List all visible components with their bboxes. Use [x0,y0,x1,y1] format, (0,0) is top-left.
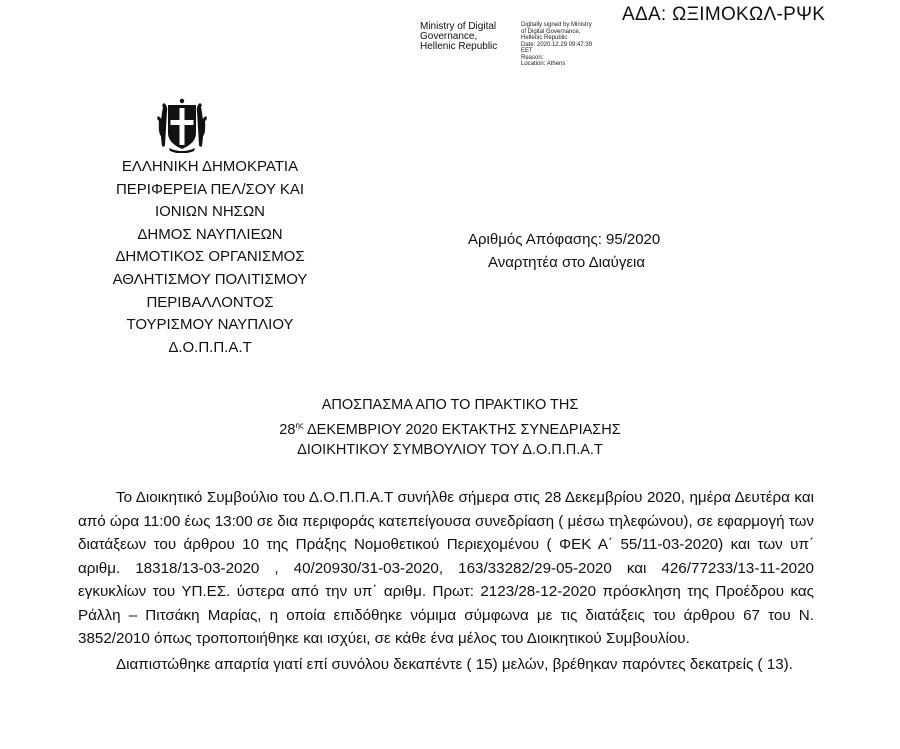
issuer-line: ΑΘΛΗΤΙΣΜΟΥ ΠΟΛΙΤΙΣΜΟΥ [112,270,308,288]
meeting-description: ΔΕΚΕΜΒΡΙΟΥ 2020 ΕΚΤΑΚΤΗΣ ΣΥΝΕΔΡΙΑΣΗΣ [303,421,621,438]
signer-line: Governance, [420,31,478,42]
extract-title-line: ΑΠΟΣΠΑΣΜΑ ΑΠΟ ΤΟ ΠΡΑΚΤΙΚΟ ΤΗΣ [321,397,579,413]
signature-signer [420,22,520,52]
body-paragraph: Το Διοικητικό Συμβούλιο του Δ.Ο.Π.Π.Α.Τ συνήλθε σήμερα στις 28 Δεκεμβρίου 2020, ημέρα Δευτέρα και από ώρα 11:00 έως 13:00 σε δια περιφοράς κατεπείγουσα συνεδρίαση ( μέσω τηλεφώνου), σε εφαρμογή των διατάξεων του άρθρου 10 της Πράξης Νομοθετικού Περιεχομένου ( ΦΕΚ Α΄ 55/11-03-2020) και των υπ΄ αριθμ. 18318/13-03-2020 , 40/20930/31-03-2020, 163/33282/29-05-2020 και 426/77233/13-11-2020 εγκυκλίων του ΥΠ.ΕΣ. ύστερα από την υπ΄ αριθμ. Πρωτ: 2123/28-12-2020 πρόσκληση της Προέδρου κας Ράλλη – Πιτσάκη Μαρίας, η οποία επιδόθηκε νόμιμα σύμφωνα με τις διατάξεις του άρθρου 67 του Ν. 3852/2010 όπως τροποποιήθηκε και ισχύει, σε κάθε ένα μέλος του Διοικητικού Συμβουλίου. [78,489,814,647]
extract-title [150,395,750,461]
signer-line: Hellenic Republic [420,41,498,52]
posting-note: Αναρτητέα στο Διαύγεια [488,253,646,271]
signature-detail-line: of Digital Governance, [521,28,581,35]
signer-line: Ministry of Digital [420,21,497,32]
issuer-line: ΤΟΥΡΙΣΜΟΥ ΝΑΥΠΛΙΟΥ [126,316,294,334]
issuer-line: ΔΗΜΟΣ ΝΑΥΠΛΙΕΩΝ [137,225,283,243]
issuer-line: ΔΗΜΟΤΙΚΟΣ ΟΡΓΑΝΙΣΜΟΣ [115,248,305,266]
ordinal-suffix: ης [295,420,304,430]
signature-detail-line: Reason: [521,54,544,61]
extract-title-line [150,416,750,441]
extract-title-line: ΔΙΟΙΚΗΤΙΚΟΥ ΣΥΜΒΟΥΛΙΟΥ ΤΟΥ Δ.Ο.Π.Π.Α.Τ [297,442,603,458]
issuer-line: ΠΕΡΙΦΕΡΕΙΑ ΠΕΛ/ΣΟΥ ΚΑΙ [115,180,305,198]
signature-details [521,22,592,68]
meeting-day: 28 [279,421,296,438]
issuer-header [60,156,360,359]
decision-info [468,229,660,274]
ada-label: ΑΔΑ: ΩΞΙΜΟΚΩΛ-ΡΨΚ [622,4,826,25]
issuer-line: ΙΟΝΙΩΝ ΝΗΣΩΝ [154,203,266,221]
document-body [78,486,814,676]
signature-detail-line: Digitally signed by Ministry [521,22,592,28]
issuer-line: ΠΕΡΙΒΑΛΛΟΝΤΟΣ [146,293,274,311]
signature-detail-line: Date: 2020.12.29 09:47:39 [521,41,593,48]
issuer-line: Δ.Ο.Π.Π.Α.Τ [168,338,252,356]
signature-detail-line: EET [521,48,533,54]
body-paragraph: Διαπιστώθηκε απαρτία γιατί επί συνόλου δεκαπέντε ( 15) μελών, βρέθηκαν παρόντες δεκατρείς ( 13). [116,655,793,673]
signature-detail-line: Hellenic Republic [521,35,568,41]
issuer-line: ΕΛΛΗΝΙΚΗ ΔΗΜΟΚΡΑΤΙΑ [121,158,299,175]
signature-detail-line: Location: Athens [521,61,566,67]
decision-number: Αριθμός Απόφασης: 95/2020 [468,231,661,248]
greek-coat-of-arms-icon [155,97,209,153]
